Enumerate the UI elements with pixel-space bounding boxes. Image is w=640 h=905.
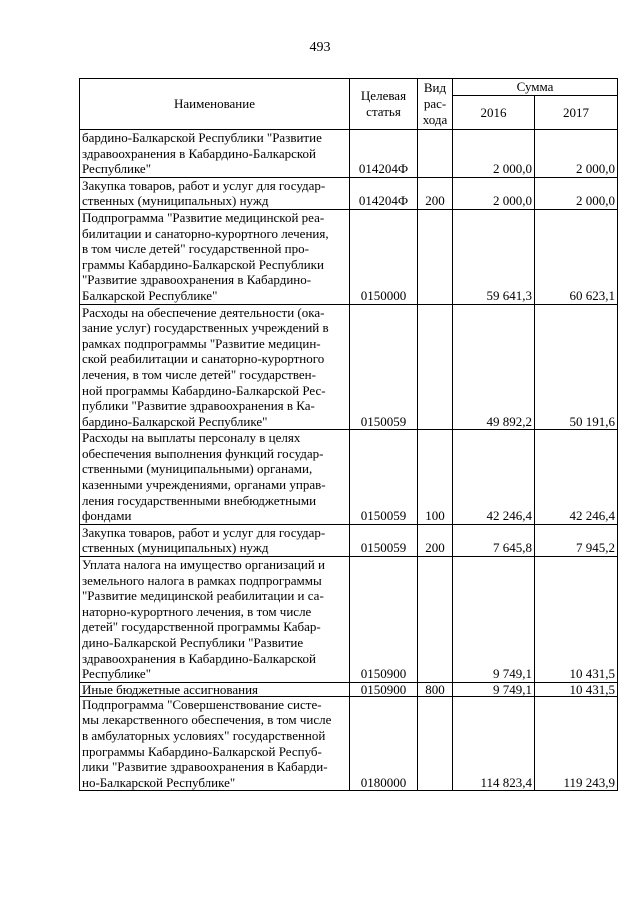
row-name: Иные бюджетные ассигнования [80, 682, 350, 696]
table-row [80, 430, 618, 525]
table-row [80, 209, 618, 304]
table-row [80, 130, 618, 178]
row-code: 0150000 [350, 209, 418, 304]
row-sum-2016: 7 645,8 [453, 524, 535, 556]
row-code: 0150900 [350, 682, 418, 696]
row-sum-2016: 42 246,4 [453, 430, 535, 525]
row-vid [418, 557, 453, 683]
header-name: Наименование [80, 79, 350, 130]
row-vid [418, 209, 453, 304]
budget-table [79, 78, 618, 791]
table-row [80, 696, 618, 791]
row-sum-2017: 60 623,1 [535, 209, 618, 304]
row-code: 014204Ф [350, 177, 418, 209]
row-vid [418, 304, 453, 430]
row-vid: 100 [418, 430, 453, 525]
row-sum-2016: 9 749,1 [453, 557, 535, 683]
header-year-2017: 2017 [535, 96, 618, 130]
row-code: 014204Ф [350, 130, 418, 178]
row-vid [418, 130, 453, 178]
row-sum-2016: 49 892,2 [453, 304, 535, 430]
row-sum-2017: 10 431,5 [535, 557, 618, 683]
header-target: Целевая статья [350, 79, 418, 130]
page-number: 493 [309, 40, 331, 55]
row-sum-2017: 10 431,5 [535, 682, 618, 696]
table-row [80, 682, 618, 696]
row-code: 0150059 [350, 524, 418, 556]
row-code: 0180000 [350, 696, 418, 791]
row-name: Уплата налога на имущество организаций и земельного налога в рамках подпрограммы "Развитие медицинской реабилитации и са- наторно-курортного лечения, в том числе детей" государственной программы Кабар- дино-Балкарской Республики "Развитие здравоохранения в Кабардино-Балкарской Республике" [80, 557, 350, 683]
table-row [80, 177, 618, 209]
row-vid: 200 [418, 524, 453, 556]
row-sum-2016: 9 749,1 [453, 682, 535, 696]
row-sum-2017: 50 191,6 [535, 304, 618, 430]
row-vid: 200 [418, 177, 453, 209]
row-sum-2017: 2 000,0 [535, 130, 618, 178]
row-vid: 800 [418, 682, 453, 696]
row-code: 0150059 [350, 304, 418, 430]
row-code: 0150059 [350, 430, 418, 525]
row-sum-2017: 2 000,0 [535, 177, 618, 209]
header-sum: Сумма [453, 79, 618, 96]
table-row [80, 524, 618, 556]
row-vid [418, 696, 453, 791]
row-name: Подпрограмма "Развитие медицинской реа- билитации и санаторно-курортного лечения, в том числе детей" государственной про- граммы Кабардино-Балкарской Республики "Развитие здравоохранения в Кабардино- Балкарской Республике" [80, 209, 350, 304]
row-sum-2017: 119 243,9 [535, 696, 618, 791]
row-name: бардино-Балкарской Республики "Развитие здравоохранения в Кабардино-Балкарской Республике" [80, 130, 350, 178]
row-sum-2016: 2 000,0 [453, 130, 535, 178]
row-sum-2017: 7 945,2 [535, 524, 618, 556]
row-name: Подпрограмма "Совершенствование систе- мы лекарственного обеспечения, в том числе в амбулаторных условиях" государственной программы Кабардино-Балкарской Респуб- лики "Развитие здравоохранения в Кабарди- но-Балкарской Республике" [80, 696, 350, 791]
row-name: Закупка товаров, работ и услуг для государ- ственных (муниципальных) нужд [80, 177, 350, 209]
row-sum-2017: 42 246,4 [535, 430, 618, 525]
table-row [80, 557, 618, 683]
header-vid: Вид рас- хода [418, 79, 453, 130]
table-row [80, 304, 618, 430]
row-name: Расходы на обеспечение деятельности (ока- зание услуг) государственных учреждений в рамках подпрограммы "Развитие медицин- ской реабилитации и санаторно-курортного лечения, в том числе детей" государствен- ной программы Кабардино-Балкарской Рес- публики "Развитие здравоохранения в Ка- бардино-Балкарской Республике" [80, 304, 350, 430]
row-name: Расходы на выплаты персоналу в целях обеспечения выполнения функций государ- ственными (муниципальными) органами, казенными учреждениями, органами управ- ления государственными внебюджетными фондами [80, 430, 350, 525]
row-sum-2016: 2 000,0 [453, 177, 535, 209]
row-sum-2016: 114 823,4 [453, 696, 535, 791]
row-code: 0150900 [350, 557, 418, 683]
row-name: Закупка товаров, работ и услуг для государ- ственных (муниципальных) нужд [80, 524, 350, 556]
header-year-2016: 2016 [453, 96, 535, 130]
row-sum-2016: 59 641,3 [453, 209, 535, 304]
